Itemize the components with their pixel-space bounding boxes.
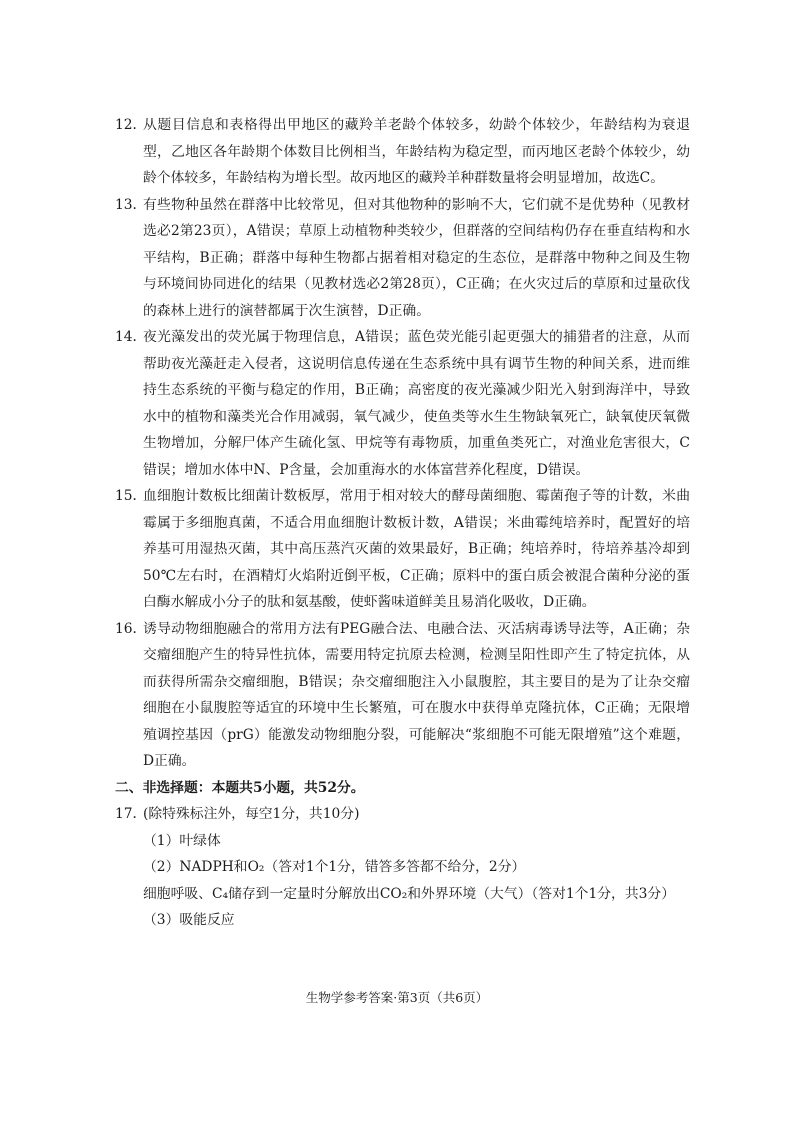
section-heading: 二、非选择题：本题共5小题，共52分。 bbox=[115, 779, 365, 796]
answer-text: 从题目信息和表格得出甲地区的藏羚羊老龄个体较多，幼龄个体较少，年龄结构为衰退型，乙地区各年龄期个体数目比例相当，年龄结构为稳定型，而丙地区老龄个体较少，幼龄个体较多，年龄结构为增长型。故丙地区的藏羚羊种群数量将会明显增加，故选C。 bbox=[143, 117, 690, 186]
question-number: 15． bbox=[115, 488, 147, 504]
question-number: 14． bbox=[115, 329, 147, 345]
answer-text: 夜光藻发出的荧光属于物理信息，A错误；蓝色荧光能引起更强大的捕猎者的注意，从而帮助夜光藻赶走入侵者，这说明信息传递在生态系统中具有调节生物的种间关系，进而维持生态系统的平衡与稳定的作用，B正确；高密度的夜光藻减少阳光入射到海洋中，导致水中的植物和藻类光合作用减弱，氧气减少，使鱼类等水生生物缺氧死亡，缺氧使厌氧微生物增加，分解尸体产生硫化氢、甲烷等有毒物质，加重鱼类死亡，对渔业危害很大，C错误；增加水体中N、P含量，会加重海水的水体富营养化程度，D错误。 bbox=[143, 329, 690, 478]
answer-text: 有些物种虽然在群落中比较常见，但对其他物种的影响不大，它们就不是优势种（见教材选必2第23页），A错误；草原上动植物种类较少，但群落的空间结构仍存在垂直结构和水平结构，B正确；群落中每种生物都占据着相对稳定的生态位，是群落中物种之间及生物与环境间协同进化的结果（见教材选必2第28页），C正确；在火灾过后的草原和过量砍伐的森林上进行的演替都属于次生演替，D正确。 bbox=[143, 196, 690, 319]
question-number: 17． bbox=[115, 806, 147, 822]
question-number: 12． bbox=[115, 117, 147, 133]
answer-item-16 bbox=[115, 616, 690, 775]
question-number: 16． bbox=[115, 620, 147, 637]
question-number: 13． bbox=[115, 196, 147, 213]
answer-item-15 bbox=[115, 483, 690, 616]
answer-text: 血细胞计数板比细菌计数板厚，常用于相对较大的酵母菌细胞、霉菌孢子等的计数，米曲霉属于多细胞真菌，不适合用血细胞计数板计数，A错误；米曲霉纯培养时，配置好的培养基可用湿热灭菌，其中高压蒸汽灭菌的效果最好，B正确；纯培养时，待培养基冷却到50℃左右时，在酒精灯火焰附近倒平板，C正确；原料中的蛋白质会被混合菌种分泌的蛋白酶水解成小分子的肽和氨基酸，使虾酱味道鲜美且易消化吸收，D正确。 bbox=[143, 488, 690, 610]
answer-17-part-1: （1）叶绿体 bbox=[143, 832, 221, 849]
answer-text: 诱导动物细胞融合的常用方法有PEG融合法、电融合法、灭活病毒诱导法等，A正确；杂交瘤细胞产生的特异性抗体，需要用特定抗原去检测，检测呈阳性即产生了特定抗体，从而获得所需杂交瘤细胞，B错误；杂交瘤细胞注入小鼠腹腔，其主要目的是为了让杂交瘤细胞在小鼠腹腔等适宜的环境中生长繁殖，可在腹水中获得单克隆抗体，C正确；无限增殖调控基因（prG）能激发动物细胞分裂，可能解决“浆细胞不可能无限增殖”这个难题，D正确。 bbox=[143, 620, 690, 769]
answer-17-part-2: （2）NADPH和O₂（答对1个1分，错答多答都不给分，2分） bbox=[143, 859, 526, 875]
answer-17-part-2-detail: 细胞呼吸、C₄储存到一定量时分解放出CO₂和外界环境（大气）（答对1个1分，共3分） bbox=[143, 885, 676, 902]
answer-item-17 bbox=[115, 801, 690, 828]
answer-17-part-3: （3）吸能反应 bbox=[143, 912, 235, 928]
answer-17-parts bbox=[115, 828, 690, 934]
page-footer: 生物学参考答案·第3页（共6页） bbox=[305, 990, 489, 1005]
scoring-note: (除特殊标注外，每空1分，共10分) bbox=[143, 806, 360, 822]
answer-item-13 bbox=[115, 192, 690, 325]
answer-item-12 bbox=[115, 112, 690, 192]
answer-item-14 bbox=[115, 324, 690, 483]
answer-content bbox=[115, 112, 690, 934]
